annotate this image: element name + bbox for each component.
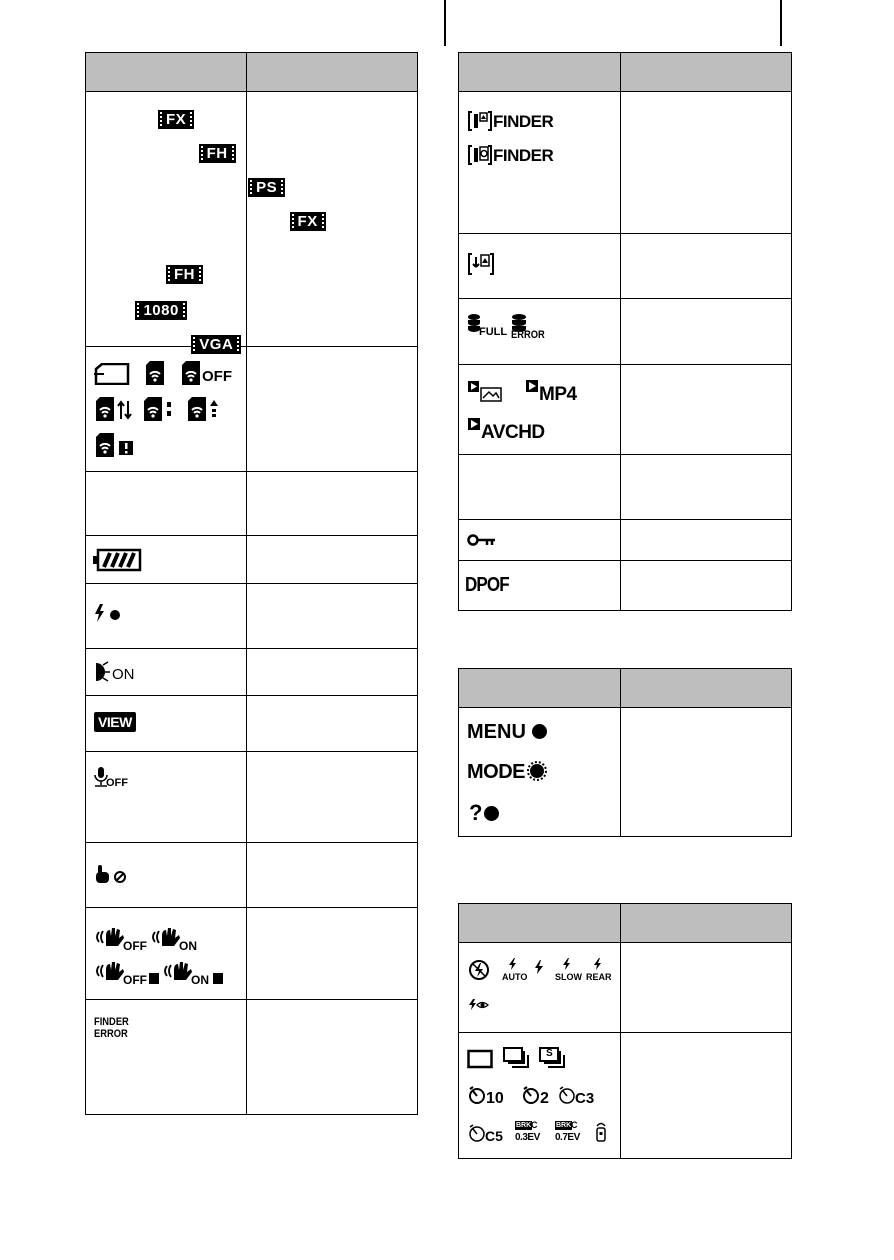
- row-drive-modes-desc: [621, 1033, 792, 1159]
- playback-still-icon: [467, 379, 503, 403]
- row-view: [86, 696, 247, 752]
- flash-charging-icon: [94, 602, 124, 624]
- media-full-label: FULL: [479, 326, 508, 338]
- mode-dial-icon: [527, 761, 547, 781]
- wifi-off-label: OFF: [202, 368, 232, 385]
- wifi-upload-icon: [186, 397, 220, 421]
- row-flash-modes-desc: [621, 943, 792, 1033]
- bracket-07-icon: BRK: [556, 1122, 572, 1129]
- row-flash-charging: [86, 584, 247, 649]
- finder-error-icon: [94, 1016, 129, 1040]
- af-illuminator-on-label: ON: [112, 666, 135, 683]
- row-wifi-card-desc: [247, 347, 418, 472]
- self-timer-2-icon: [521, 1085, 541, 1105]
- row-battery: [86, 536, 247, 584]
- self-timer-c5-label: C5: [485, 1128, 503, 1144]
- resolution-1080-icon: 1080: [135, 301, 186, 320]
- self-timer-cont-5-icon: [467, 1123, 487, 1143]
- shooting-header-display: [459, 904, 621, 943]
- row-finder-desc: [621, 92, 792, 234]
- warning-mark-icon-2: [213, 973, 223, 984]
- playback-avchd-icon: [467, 417, 481, 431]
- row-view-desc: [247, 696, 418, 752]
- right-header-display: [459, 53, 621, 92]
- bracket-03-mode: C: [531, 1120, 538, 1130]
- finder-lcd-icon: [467, 252, 495, 276]
- steadyshot-off-warn-label: OFF: [123, 973, 147, 987]
- flash-fill-icon: [533, 959, 545, 975]
- finder-error-line2: ERROR: [94, 1028, 128, 1040]
- remote-commander-icon: [595, 1120, 607, 1142]
- flash-rear-icon: [592, 957, 604, 971]
- warning-mark-icon: [149, 973, 159, 984]
- continuous-shot-icon: [503, 1047, 531, 1069]
- row-empty: [86, 472, 247, 536]
- row-mic-off-desc: [247, 752, 418, 843]
- wifi-card-off-icon: [180, 361, 202, 385]
- flash-off-icon: [468, 959, 490, 981]
- row-finder: [459, 92, 621, 234]
- resolution-vga-icon: VGA: [191, 335, 241, 354]
- steadyshot-on-warn-label: ON: [191, 973, 209, 987]
- shooting-header-meaning: [621, 904, 792, 943]
- row-touch-disabled-desc: [247, 843, 418, 908]
- mode-button-label: MODE: [467, 761, 525, 783]
- touch-disabled-icon: [94, 863, 128, 885]
- row-flash-charging-desc: [247, 584, 418, 649]
- bracket-07-value: 0.7EV: [555, 1132, 580, 1143]
- self-timer-c3-label: C3: [575, 1090, 595, 1107]
- steadyshot-on-label: ON: [179, 939, 197, 953]
- row-playback-folder-desc: [621, 365, 792, 455]
- self-timer-10-label: 10: [486, 1090, 504, 1107]
- left-icon-table: [85, 52, 418, 1115]
- view-mode-icon: VIEW: [94, 712, 136, 732]
- media-error-label: ERROR: [511, 329, 545, 341]
- dpof-icon: DPOF: [465, 574, 509, 596]
- row-media-status: [459, 299, 621, 365]
- self-timer-2-label: 2: [540, 1090, 549, 1107]
- fx-format-icon: FX: [158, 110, 194, 129]
- finder-label-2: FINDER: [493, 146, 554, 165]
- menu-button-label: MENU: [467, 721, 526, 743]
- flash-slow-label: SLOW: [555, 972, 582, 982]
- wifi-waiting-icon: [142, 397, 174, 421]
- finder-face-icon: [467, 144, 493, 166]
- flash-redeye-icon: [468, 998, 490, 1012]
- guide-header-meaning: [621, 669, 792, 708]
- steadyshot-off-label: OFF: [123, 939, 147, 953]
- bracket-07-mode: C: [571, 1120, 578, 1130]
- row-flash-modes: [459, 943, 621, 1033]
- memory-card-icon: [94, 363, 130, 385]
- row-finder-lcd: [459, 234, 621, 299]
- finder-label-1: FINDER: [493, 112, 554, 131]
- row-mic-off: [86, 752, 247, 843]
- row-empty-right: [459, 455, 621, 520]
- playback-mp4-icon: [525, 379, 539, 393]
- menu-button-icon: [532, 724, 547, 739]
- self-timer-10-icon: [467, 1085, 487, 1105]
- row-protect-desc: [621, 520, 792, 561]
- flash-auto-icon: [507, 957, 519, 971]
- fh-format-icon: FH: [199, 144, 236, 163]
- row-finder-lcd-desc: [621, 234, 792, 299]
- flash-rear-label: REAR: [586, 972, 612, 982]
- row-movie-formats: [86, 92, 318, 353]
- row-steadyshot: [86, 908, 247, 1000]
- row-af-illuminator: [86, 649, 247, 696]
- battery-icon: [92, 548, 142, 572]
- wifi-transfer-icon: [94, 397, 134, 421]
- wifi-error-icon: [94, 433, 134, 457]
- playback-avchd-label: AVCHD: [481, 422, 545, 443]
- protect-key-icon: [467, 533, 497, 547]
- row-guide-buttons: [459, 708, 621, 837]
- wifi-card-icon: [144, 361, 166, 385]
- fx-format-icon-2: FX: [290, 212, 326, 231]
- af-illuminator-icon: [94, 661, 112, 683]
- right-header-meaning: [621, 53, 792, 92]
- guide-icon-table: [458, 668, 792, 837]
- row-empty-right-desc: [621, 455, 792, 520]
- row-dpof: [459, 561, 621, 611]
- speed-priority-continuous-icon: [539, 1047, 569, 1069]
- row-movie-formats-desc: [247, 92, 418, 347]
- row-playback-folder: [459, 365, 621, 455]
- finder-up-icon: [467, 110, 493, 132]
- bracket-03-icon: BRK: [516, 1122, 532, 1129]
- row-finder-error-desc: [247, 1000, 418, 1115]
- row-empty-desc: [247, 472, 418, 536]
- row-battery-desc: [247, 536, 418, 584]
- ps-format-icon: PS: [248, 178, 285, 197]
- mic-off-label: OFF: [106, 777, 128, 789]
- row-steadyshot-desc: [247, 908, 418, 1000]
- row-af-illuminator-desc: [247, 649, 418, 696]
- row-finder-error: [86, 1000, 247, 1115]
- shooting-icon-table: [458, 903, 792, 1159]
- help-button-icon: [484, 806, 499, 821]
- self-timer-cont-3-icon: [557, 1085, 577, 1105]
- left-header-display: [86, 53, 247, 92]
- fh-format-icon-2: FH: [166, 265, 203, 284]
- corner-mark-left: [444, 0, 446, 46]
- corner-mark-right: [780, 0, 782, 46]
- row-protect: [459, 520, 621, 561]
- row-guide-buttons-desc: [621, 708, 792, 837]
- flash-auto-label: AUTO: [502, 972, 528, 982]
- flash-slow-icon: [561, 957, 573, 971]
- finder-error-line1: FINDER: [94, 1016, 129, 1028]
- guide-header-display: [459, 669, 621, 708]
- row-touch-disabled: [86, 843, 247, 908]
- row-media-status-desc: [621, 299, 792, 365]
- row-drive-modes: [459, 1033, 621, 1159]
- speed-priority-label: S: [546, 1048, 553, 1059]
- row-wifi-card: [86, 347, 247, 472]
- right-icon-table: [458, 52, 792, 611]
- playback-mp4-label: MP4: [539, 384, 577, 405]
- help-button-label: ?: [469, 800, 483, 825]
- left-header-meaning: [247, 53, 418, 92]
- single-shot-icon: [467, 1049, 493, 1069]
- row-dpof-desc: [621, 561, 792, 611]
- bracket-03-value: 0.3EV: [515, 1132, 540, 1143]
